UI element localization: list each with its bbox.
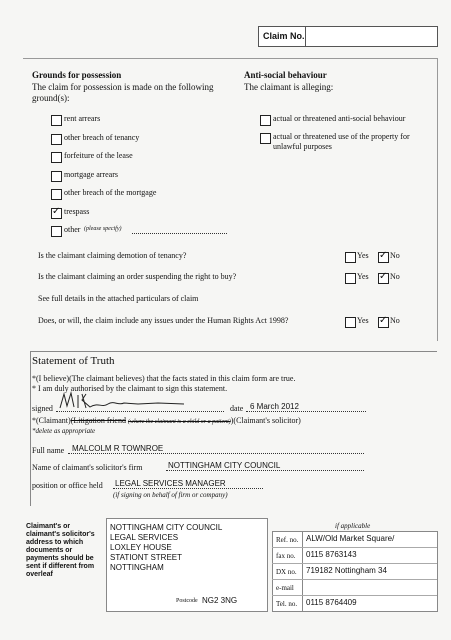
- position-value[interactable]: LEGAL SERVICES MANAGER: [115, 479, 226, 488]
- yes-label: Yes: [357, 251, 369, 260]
- contact-row-divider: [272, 579, 437, 580]
- ground-note: (please specify): [84, 226, 122, 232]
- no-checkbox[interactable]: [378, 273, 389, 284]
- no-label: No: [390, 272, 400, 281]
- contact-row-divider: [272, 595, 437, 596]
- postcode-label: Postcode: [176, 598, 198, 604]
- ground-checkbox[interactable]: [51, 208, 62, 219]
- address-line[interactable]: LEGAL SERVICES: [110, 533, 179, 542]
- ground-checkbox[interactable]: [51, 152, 62, 163]
- contact-value[interactable]: 0115 8763143: [306, 550, 357, 559]
- question-text: Is the claimant claiming demotion of tenancy?: [38, 251, 187, 260]
- asb-heading: Anti-social behaviour: [244, 70, 327, 80]
- firm-line: [166, 470, 364, 471]
- capacity-line: [32, 416, 301, 425]
- grounds-heading: Grounds for possession: [32, 70, 122, 80]
- yes-checkbox[interactable]: [345, 317, 356, 328]
- no-label: No: [390, 251, 400, 260]
- ground-label: other breach of tenancy: [64, 132, 140, 142]
- contact-label: Ref. no.: [276, 536, 299, 544]
- postcode-value[interactable]: NG2 3NG: [202, 596, 238, 605]
- ground-checkbox[interactable]: [51, 189, 62, 200]
- yes-label: Yes: [357, 272, 369, 281]
- ground-label: other: [64, 225, 81, 234]
- ground-label: rent arrears: [64, 114, 101, 123]
- delete-note: *delete as appropriate: [32, 427, 96, 435]
- contact-heading: if applicable: [335, 522, 371, 530]
- date-label: date: [230, 404, 244, 413]
- question-text: See full details in the attached particulars of claim: [38, 294, 199, 303]
- address-line[interactable]: LOXLEY HOUSE: [110, 543, 172, 552]
- contact-row-divider: [272, 563, 437, 564]
- asb-checkbox[interactable]: [260, 115, 271, 126]
- contact-label: e-mail: [276, 584, 294, 592]
- asb-checkbox[interactable]: [260, 133, 271, 144]
- ground-label: forfeiture of the lease: [64, 151, 133, 160]
- no-label: No: [390, 316, 400, 325]
- contact-value[interactable]: ALW/Old Market Square/: [306, 534, 395, 543]
- truth-heading: Statement of Truth: [32, 355, 115, 367]
- yes-label: Yes: [357, 316, 369, 325]
- truth-line2: * I am duly authorised by the claimant to sign this statement.: [32, 384, 228, 393]
- position-label: position or office held: [32, 481, 103, 490]
- full-name-value[interactable]: MALCOLM R TOWNROE: [72, 444, 164, 453]
- ground-checkbox[interactable]: [51, 115, 62, 126]
- other-specify-line: [132, 233, 227, 234]
- contact-label: DX no.: [276, 568, 297, 576]
- position-line: [113, 488, 263, 489]
- firm-label: Name of claimant's solicitor's firm: [32, 463, 143, 472]
- address-line[interactable]: NOTTINGHAM CITY COUNCIL: [110, 523, 223, 532]
- date-line: [246, 411, 366, 412]
- ground-checkbox[interactable]: [51, 171, 62, 182]
- capacity-note: (where the claimant is a child or a patient): [127, 419, 231, 425]
- capacity-litigation-friend: (Litigation friend: [70, 416, 126, 425]
- date-value[interactable]: 6 March 2012: [250, 402, 299, 411]
- yes-checkbox[interactable]: [345, 273, 356, 284]
- address-label: Claimant's or claimant's solicitor's address to which documents or payments should be sent if different from overleaf: [26, 523, 95, 578]
- ground-label: trespass: [64, 206, 90, 216]
- claim-no-box: [258, 26, 438, 47]
- yes-checkbox[interactable]: [345, 252, 356, 263]
- contact-row-divider: [272, 547, 437, 548]
- contact-label: fax no.: [276, 552, 296, 560]
- claim-no-label: Claim No.: [263, 31, 305, 41]
- ground-checkbox[interactable]: [51, 134, 62, 145]
- asb-label: actual or threatened anti-social behaviour: [273, 114, 406, 123]
- asb-intro: The claimant is alleging:: [244, 82, 334, 92]
- full-name-label: Full name: [32, 446, 65, 455]
- capacity-claimant: *(Claimant): [32, 416, 71, 425]
- claim-no-field[interactable]: [309, 29, 433, 43]
- position-note: (if signing on behalf of firm or company): [113, 491, 228, 499]
- signature-image: [58, 390, 188, 412]
- contact-label: Tel. no.: [276, 600, 298, 608]
- ground-label: other breach of the mortgage: [64, 188, 157, 197]
- truth-line1: *(I believe)(The claimant believes) that the facts stated in this claim form are true.: [32, 374, 296, 383]
- asb-label: actual or threatened use of the property for unlawful purposes: [273, 132, 410, 151]
- signed-label: signed: [32, 404, 53, 413]
- ground-checkbox[interactable]: [51, 226, 62, 237]
- capacity-solicitor: )(Claimant's solicitor): [230, 416, 301, 425]
- question-text: Is the claimant claiming an order suspending the right to buy?: [38, 272, 237, 281]
- contact-value[interactable]: 0115 8764409: [306, 598, 357, 607]
- no-checkbox[interactable]: [378, 317, 389, 328]
- grounds-intro: The claim for possession is made on the following ground(s):: [32, 82, 214, 103]
- contact-value[interactable]: 719182 Nottingham 34: [306, 566, 387, 575]
- full-name-line: [68, 453, 364, 454]
- firm-value[interactable]: NOTTINGHAM CITY COUNCIL: [168, 461, 281, 470]
- question-text: Does, or will, the claim include any issues under the Human Rights Act 1998?: [38, 316, 289, 325]
- no-checkbox[interactable]: [378, 252, 389, 263]
- address-line[interactable]: NOTTINGHAM: [110, 563, 164, 572]
- address-line[interactable]: STATIONT STREET: [110, 553, 183, 562]
- ground-label: mortgage arrears: [64, 169, 118, 179]
